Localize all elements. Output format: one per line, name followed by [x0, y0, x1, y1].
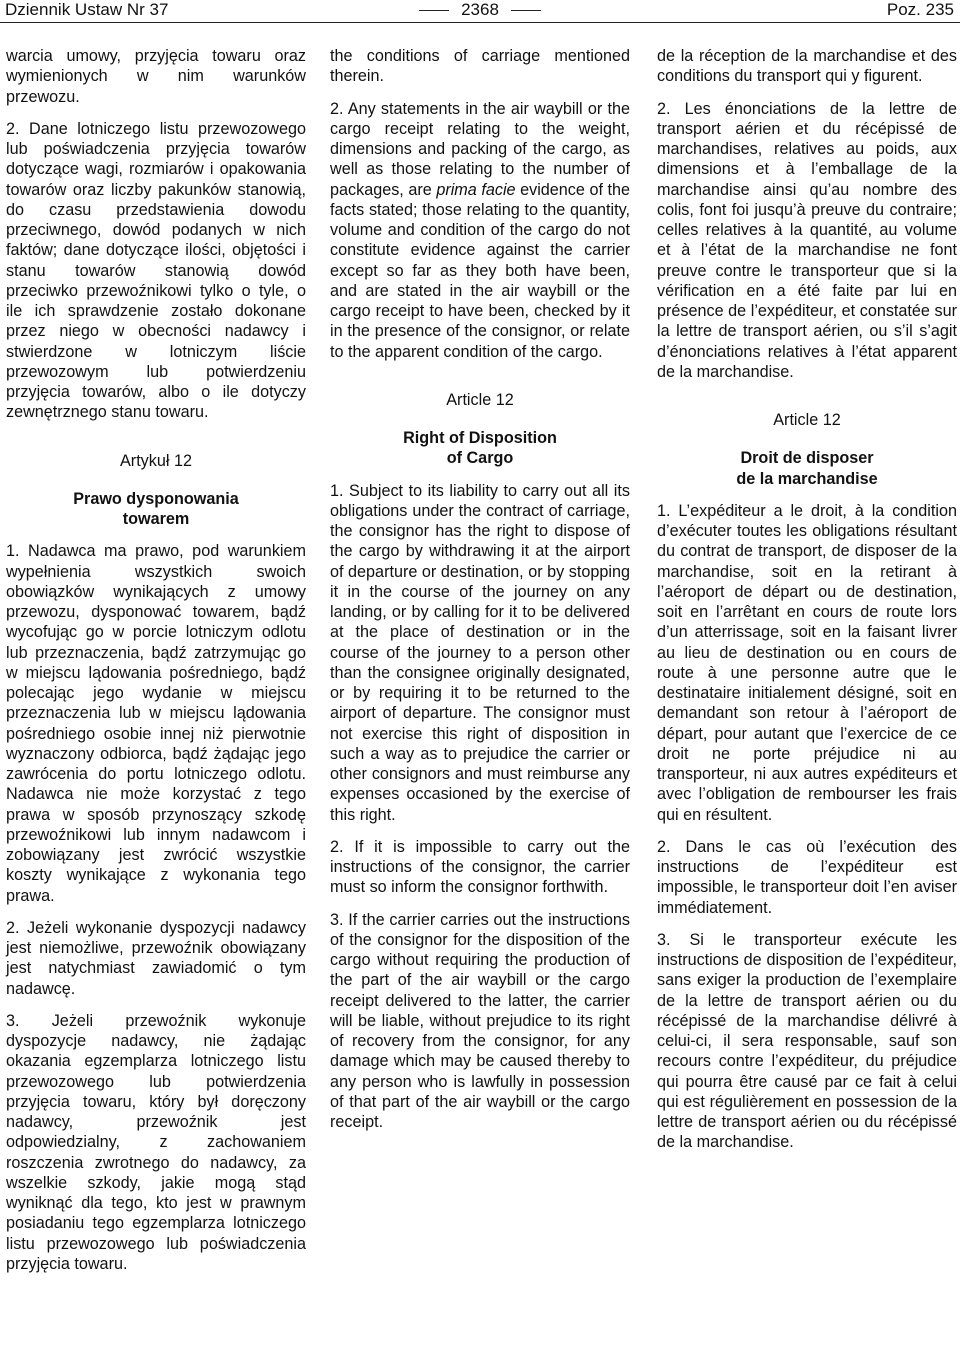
fr-title-line2: de la marchandise: [736, 469, 878, 488]
en-art12-paragraph-1: 1. Subject to its liability to carry out all its obligations under the contract of carriage, the consignor has the right to dispose of the cargo by withdrawing it at the airport of departure or destination, or by stopping it in the course of the journey on any landing, or by calling for it to be delivered at the place of destination or in the course of the journey to a person other than the consignee originally designated, or by requiring it to be returned to the airport of departure. The consignor must not exercise this right of disposition in such a way as to prejudice the carrier or other consignors and must reimburse any expenses occasioned by the exercise of this right.: [330, 481, 630, 824]
page-header: [0, 0, 960, 22]
en-article-title: [330, 428, 630, 469]
fr-art12-paragraph-1: 1. L’expéditeur a le droit, à la condition d’exécuter toutes les obligations résultant du contrat de transport, de disposer de la marchandise, soit en la retirant à l’aéroport de départ ou de destination, soit en l’arrêtant en cours de route lors d’un atterrissage, soit en la faisant livrer au lieu de destination ou en cours de route à une personne autre que le destinataire initialement désigné, soit en demandant son retour à l’aéroport de départ, pour autant que l’exercice de ce droit ne porte préjudice ni au transporteur, ni aux autres expéditeurs et avec l’obligation de rembourser les frais qui en résultent.: [657, 501, 957, 824]
fr-title-line1: Droit de disposer: [740, 449, 874, 468]
pl-art12-paragraph-3: 3. Jeżeli przewoźnik wykonuje dyspozycje nadawcy, nie żądając okazania egzemplarza lotniczego listu przewozowego lub potwierdzenia przyjęcia towaru, który był doręczony nadawcy, przewoźnik jest odpowiedzialny, z zachowaniem roszczenia zwrotnego do nadawcy, za wszelkie szkody, jakie mogą stąd wyniknąć dla tego, kto jest w prawnym posiadaniu tego egzemplarza lotniczego listu przewozowego lub poświadczenia przyjęcia towaru.: [6, 1011, 306, 1273]
en-article-heading: Article 12: [446, 390, 514, 409]
en-title-line1: Right of Disposition: [403, 429, 557, 447]
page-number-block: [0, 0, 960, 20]
pl-art12-paragraph-1: 1. Nadawca ma prawo, pod warunkiem wypełnienia wszystkich swoich obowiązków wynikających z umowy przewozu, dysponować towarem, bądź wycofując go w porcie lotniczym odlotu lub przeznaczenia, bądź zatrzymując go w miejscu lądowania pośredniego, bądź polecając jego wydanie w miejscu przeznaczenia lub w miejscu lądowania pośredniego osobie innej niż pierwotnie wyznaczony odbiorca, bądź żądając jego zawrócenia do portu lotniczego odlotu. Nadawca nie może korzystać z tego prawa w sposób przynoszący szkodę przewoźnikowi lub innym nadawcom i zobowiązany jest zwrócić wszystkie koszty wynikające z wykonania tego prawa.: [6, 542, 306, 905]
dash-right: [511, 10, 541, 11]
page-number: 2368: [461, 0, 499, 19]
journal-title: Dziennik Ustaw Nr 37: [5, 0, 169, 19]
pl-title-line2: towarem: [122, 510, 190, 528]
french-column: [657, 46, 957, 1165]
pl-article-title: [6, 489, 306, 530]
pl-paragraph-2: 2. Dane lotniczego listu przewozowego lub poświadczenia przyjęcia towarów dotyczące wagi, rozmiarów i opakowania towarów oraz liczby pakunków stanowią, do czasu przedstawienia dowodu przeciwnego, dowód podanych w nich faktów; dane dotyczące ilości, objętości i stanu towarów stanowią dowód przeciwko przewoźnikowi tylko o tyle, o ile ich sprawdzenie zostało dokonane przez niego w obecności nadawcy i stwierdzone w lotniczym liście przewozowym lub potwierdzeniu przyjęcia towarów, albo o ile dotyczy zewnętrznego stanu towaru.: [6, 119, 306, 422]
en-art12-paragraph-3: 3. If the carrier carries out the instructions of the consignor for the disposition of the cargo without requiring the production of the part of the air waybill or the cargo receipt delivered to the latter, the carrier will be liable, without prejudice to its right of recovery from the consignor, for any damage which may be caused thereby to any person who is lawfully in possession of that part of the air waybill or the cargo receipt.: [330, 910, 630, 1131]
position-number: Poz. 235: [886, 0, 954, 19]
en-p2-part-b: evidence of the facts stated; those relating to the quantity, volume and condition of the cargo do not constitute evidence against the carrier except so far as they both have been, and are stated in the air waybill or the cargo receipt to have been, checked by it in the presence of the consignor, or relate to the apparent condition of the cargo.: [330, 180, 631, 361]
en-paragraph-2: [330, 99, 630, 362]
en-paragraph-continued: the conditions of carriage mentioned therein.: [330, 47, 630, 86]
fr-article-title: [657, 448, 957, 489]
fr-art12-paragraph-2: 2. Dans le cas où l’exécution des instructions de l’expéditeur est impossible, le transporteur doit l’en aviser immédiatement.: [657, 837, 957, 917]
header-rule: [0, 22, 960, 23]
fr-paragraph-2: 2. Les énonciations de la lettre de transport aérien et du récépissé de marchandises, relatives au poids, aux dimensions et à l’emballage de la marchandise ainsi qu’au nombre des colis, font foi jusqu’à preuve du contraire; celles relatives à la quantité, au volume et à l’état de la marchandise ne font preuve contre le transporteur que si la vérification en a été faite par lui en présence de l’expéditeur, et constatée sur la lettre de transport aérien, ou s’il s’agit d’énonciations relatives à l’état apparent de la marchandise.: [657, 99, 957, 381]
fr-art12-paragraph-3: 3. Si le transporteur exécute les instructions de disposition de l’expéditeur, sans exiger la production de l’exemplaire de la lettre de transport aérien ou du récépissé de la marchandise délivré à celui-ci, il sera responsable, sauf son recours contre l’expéditeur, du préjudice qui pourra être causé par ce fait à celui qui est régulièrement en possession de la lettre de transport aérien ou du récépissé de la marchandise.: [657, 930, 957, 1152]
dash-left: [419, 10, 449, 11]
pl-article-heading: Artykuł 12: [120, 451, 192, 470]
fr-article-heading: Article 12: [773, 411, 841, 429]
pl-title-line1: Prawo dysponowania: [73, 489, 239, 508]
en-p2-italic: prima facie: [436, 180, 516, 199]
en-art12-paragraph-2: 2. If it is impossible to carry out the instructions of the consignor, the carrier must so inform the consignor forthwith.: [330, 837, 630, 897]
pl-art12-paragraph-2: 2. Jeżeli wykonanie dyspozycji nadawcy jest niemożliwe, przewoźnik obowiązany jest natychmiast zawiadomić o tym nadawcę.: [6, 918, 306, 998]
polish-column: [6, 46, 306, 1286]
en-p2-part-a: 2. Any statements in the air waybill or the cargo receipt relating to the weight, dimensions and packing of the cargo, as well as those relating to the number of packages, are: [330, 99, 630, 199]
fr-paragraph-continued: de la réception de la marchandise et des conditions du transport qui y figurent.: [657, 47, 957, 86]
pl-paragraph-continued: warcia umowy, przyjęcia towaru oraz wymienionych w nim warunków przewozu.: [6, 47, 306, 106]
en-title-line2: of Cargo: [446, 449, 514, 468]
english-column: [330, 46, 630, 1144]
